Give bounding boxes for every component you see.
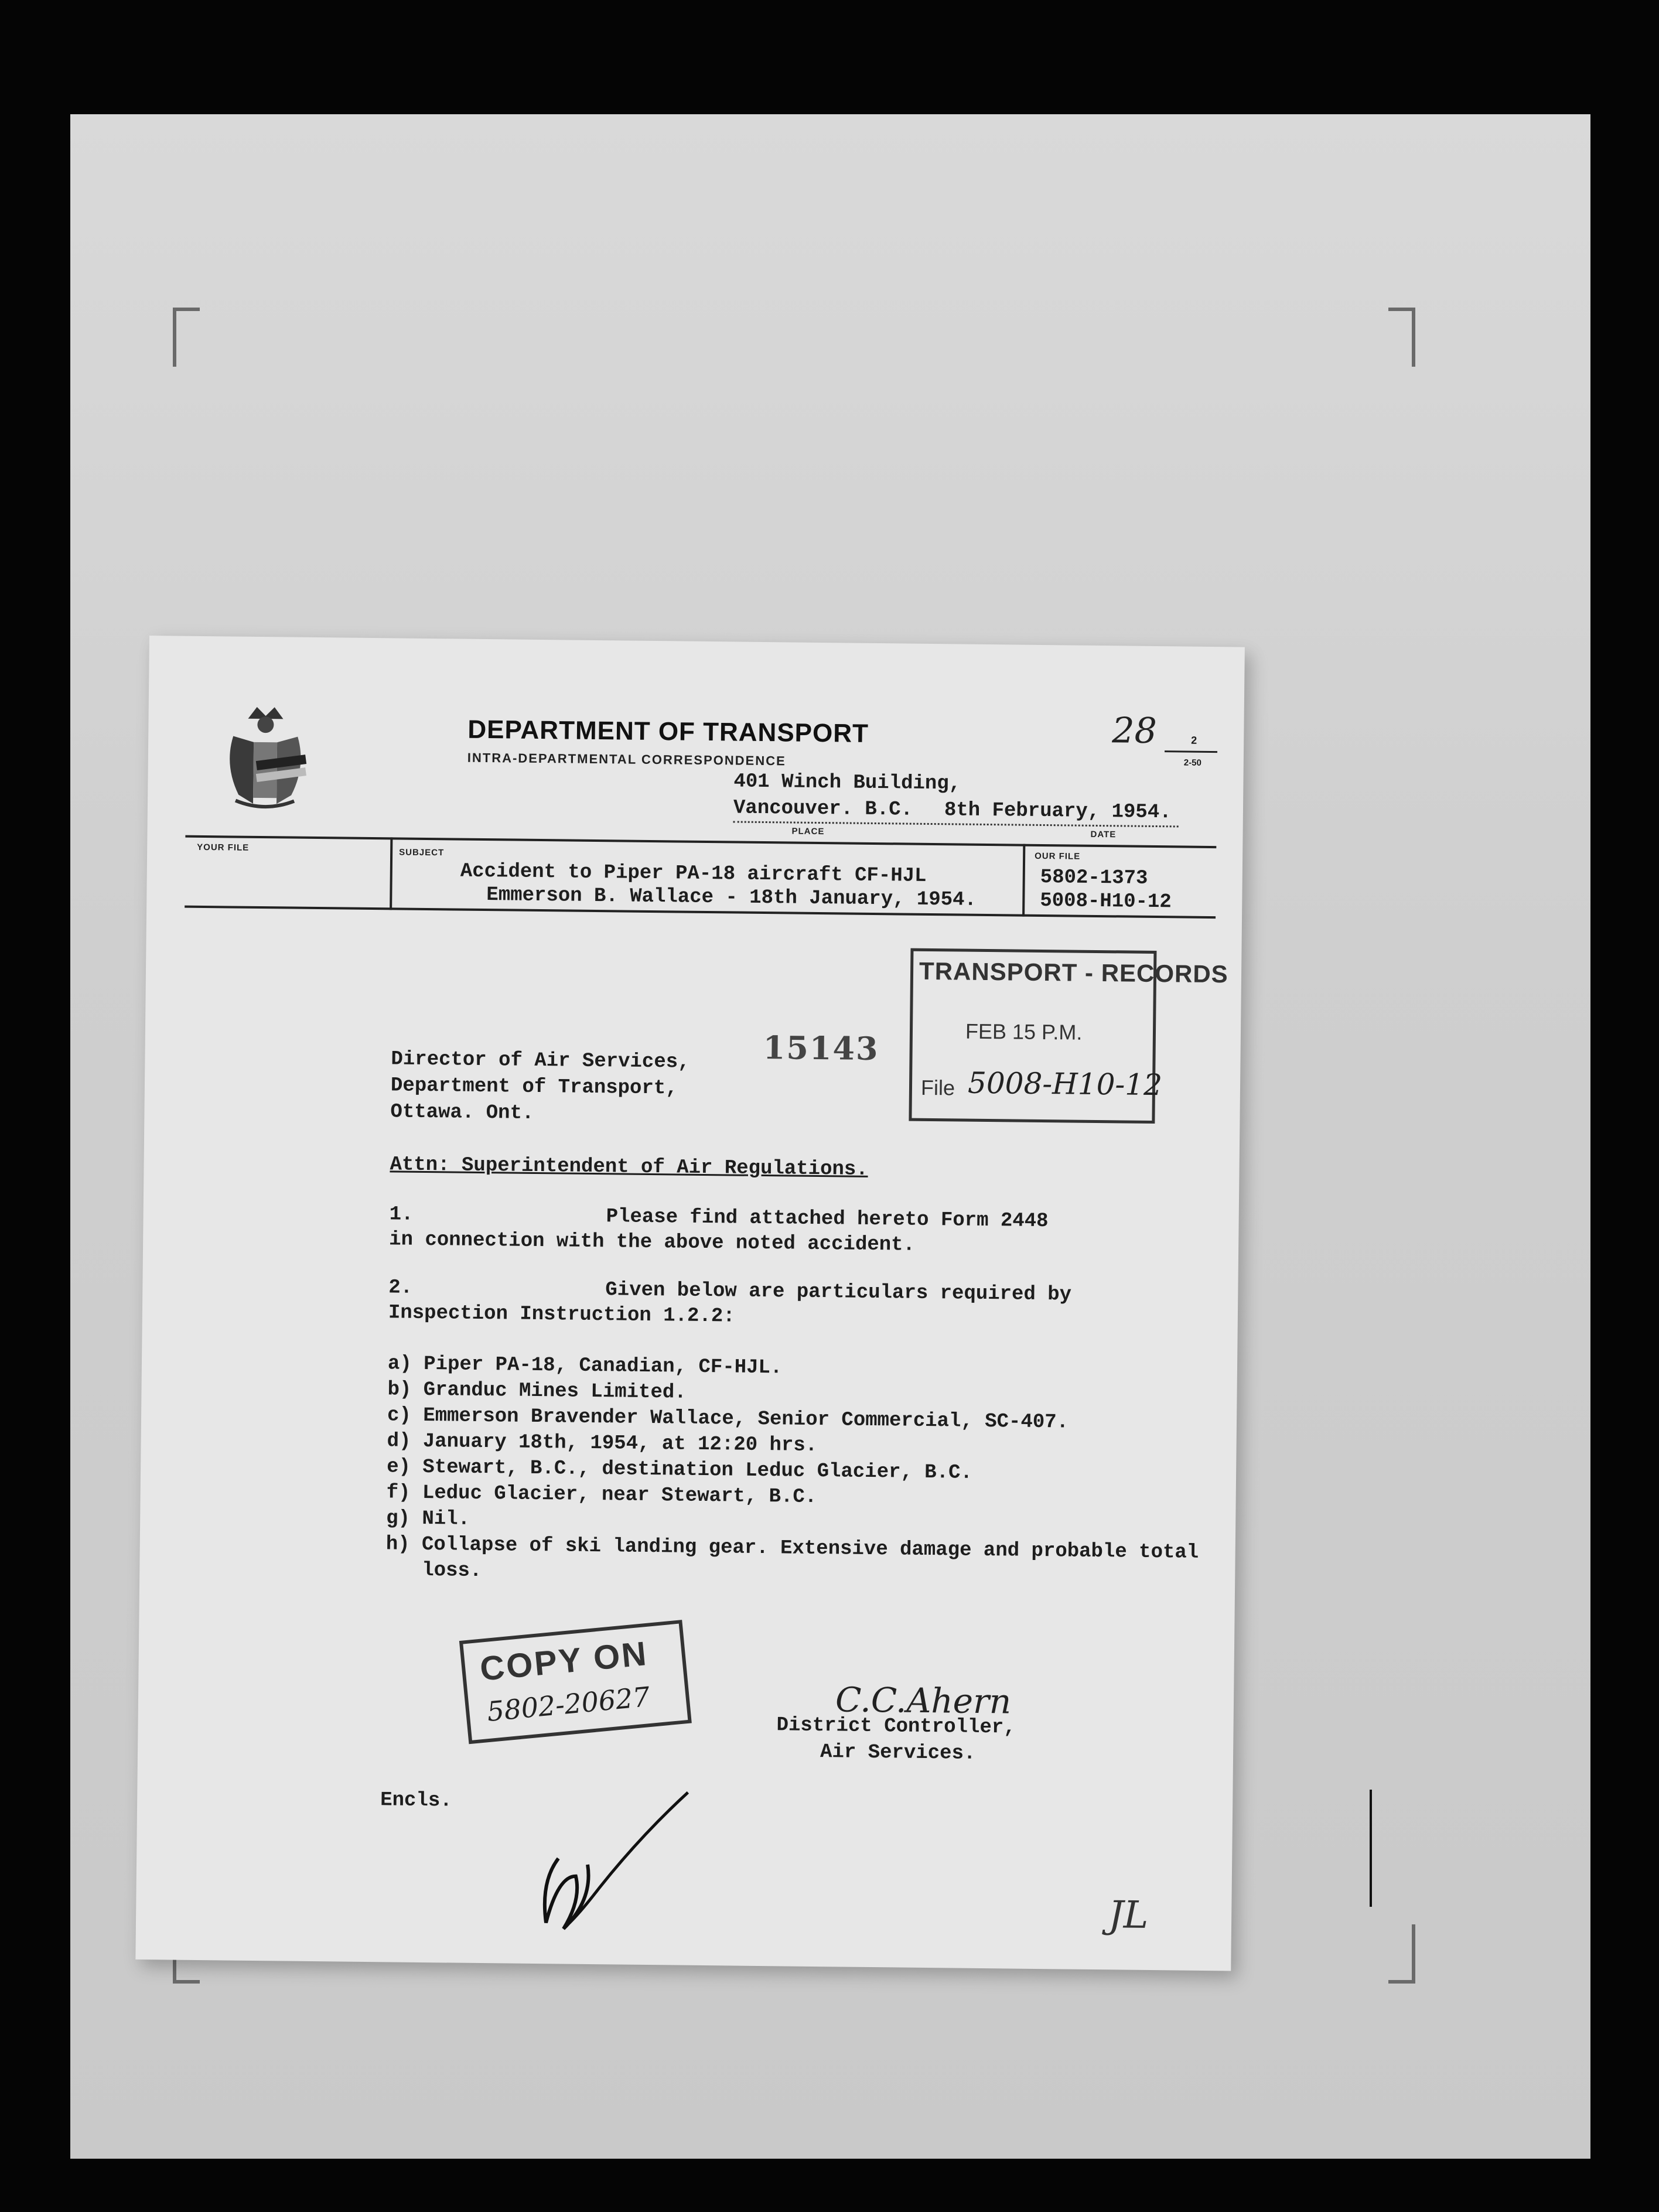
list-item-continuation: loss. [422, 1559, 482, 1583]
date-label: DATE [1090, 829, 1117, 840]
list-item: e) Stewart, B.C., destination Leduc Glacier, B.C. [386, 1456, 973, 1484]
form-number-divider [1165, 750, 1217, 753]
transport-records-stamp [909, 948, 1228, 1124]
crown-crest-icon [212, 701, 319, 813]
header-grid-divider-1 [390, 837, 392, 910]
copy-on-stamp [459, 1620, 692, 1744]
handwritten-initial-mark [523, 1788, 700, 1942]
form-number-bottom: 2-50 [1183, 757, 1201, 768]
paragraph-1-number: 1. [389, 1203, 414, 1226]
handwritten-initials: JL [1108, 1893, 1149, 1937]
letter-sheet [135, 636, 1245, 1971]
vertical-pen-mark [1370, 1790, 1372, 1907]
records-stamp-title: TRANSPORT - RECORDS [919, 957, 1228, 988]
your-file-label: YOUR FILE [197, 842, 250, 853]
place-line-2: Vancouver. B.C. [733, 797, 913, 821]
form-number-top: 2 [1191, 734, 1197, 746]
addressee-line-3: Ottawa. Ont. [390, 1101, 534, 1125]
crop-mark-top-left [173, 308, 200, 367]
department-subtitle: INTRA-DEPARTMENTAL CORRESPONDENCE [467, 750, 786, 769]
list-item: g) Nil. [386, 1507, 470, 1531]
records-stamp-file-label: File [920, 1075, 955, 1100]
records-stamp-file-number: 5008-H10-12 [967, 1066, 1163, 1102]
stamped-number: 15143 [763, 1029, 879, 1068]
signature-title-line-2: Air Services. [820, 1741, 976, 1765]
list-item: a) Piper PA-18, Canadian, CF-HJL. [387, 1353, 783, 1380]
subject-label: SUBJECT [399, 847, 445, 858]
place-line-1: 401 Winch Building, [733, 770, 961, 796]
handwritten-page-number: 28 [1112, 710, 1158, 752]
subject-line-1: Accident to Piper PA-18 aircraft CF-HJL [460, 860, 927, 887]
place-label: PLACE [791, 826, 825, 837]
paragraph-2-number: 2. [388, 1276, 413, 1299]
paragraph-2-first-line: Given below are particulars required by [605, 1279, 1072, 1306]
department-title: DEPARTMENT OF TRANSPORT [467, 715, 869, 748]
letter-date: 8th February, 1954. [944, 799, 1172, 824]
signature-title-line-1: District Controller, [776, 1714, 1016, 1739]
paragraph-1-first-line: Please find attached hereto Form 2448 [606, 1206, 1049, 1233]
header-grid-top-rule [185, 835, 1216, 848]
addressee-line-1: Director of Air Services, [391, 1048, 690, 1074]
list-item: c) Emmerson Bravender Wallace, Senior Commercial, SC-407. [387, 1404, 1069, 1434]
particulars-list [385, 1353, 1200, 1590]
list-item: d) January 18th, 1954, at 12:20 hrs. [387, 1430, 818, 1457]
header-grid-divider-2 [1022, 844, 1025, 917]
list-item: b) Granduc Mines Limited. [387, 1378, 687, 1404]
list-item: h) Collapse of ski landing gear. Extensive damage and probable total [385, 1533, 1199, 1564]
subject-line-2: Emmerson B. Wallace - 18th January, 1954. [486, 884, 977, 912]
enclosures-note: Encls. [380, 1789, 452, 1812]
crop-mark-top-right [1388, 308, 1415, 367]
crop-mark-bottom-right [1388, 1924, 1415, 1984]
our-file-number-1: 5802-1373 [1040, 866, 1148, 890]
paragraph-2-rest: Inspection Instruction 1.2.2: [388, 1302, 735, 1328]
paragraph-1-rest: in connection with the above noted accident. [389, 1228, 916, 1257]
handwritten-signature: C.C.Ahern [835, 1680, 1012, 1722]
copy-on-stamp-title: COPY ON [478, 1634, 650, 1688]
copy-on-stamp-number: 5802-20627 [485, 1681, 651, 1728]
addressee-line-2: Department of Transport, [390, 1074, 678, 1100]
records-stamp-date: FEB 15 P.M. [965, 1019, 1083, 1044]
attention-line: Attn: Superintendent of Air Regulations. [390, 1153, 868, 1181]
list-item: f) Leduc Glacier, near Stewart, B.C. [386, 1482, 817, 1509]
our-file-number-2: 5008-H10-12 [1040, 889, 1172, 914]
our-file-label: OUR FILE [1035, 851, 1081, 862]
